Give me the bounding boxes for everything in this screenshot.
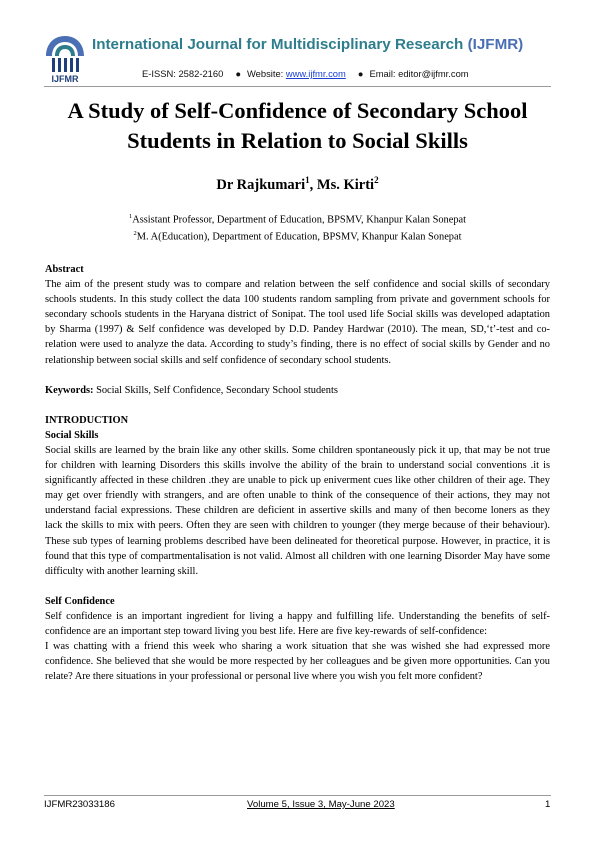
self-confidence-paragraph-1: Self confidence is an important ingredient for living a happy and fulfilling life. Understanding the benefits of self-confidence are an important step toward living you best life. Here are five key-rewards of self-confidence: (45, 610, 550, 637)
social-skills-heading: Social Skills (45, 429, 99, 441)
eissn: E-ISSN: 2582-2160 (142, 68, 224, 79)
bullet-icon: ● (235, 68, 241, 79)
footer-page-number: 1 (545, 799, 551, 810)
affiliation-1-text: Assistant Professor, Department of Education, BPSMV, Khanpur Kalan Sonepat (132, 214, 467, 226)
affiliation-2-text: M. A(Education), Department of Education, BPSMV, Khanpur Kalan Sonepat (136, 231, 462, 243)
affiliation-2 (44, 230, 551, 242)
footer-divider (44, 795, 551, 796)
self-confidence-heading: Self Confidence (45, 595, 115, 607)
journal-logo (44, 32, 86, 84)
footer-volume: Volume 5, Issue 3, May-June 2023 (247, 799, 395, 810)
affiliation-2-sup: 2 (133, 230, 137, 237)
website-label: Website: (246, 68, 286, 79)
author-2-sup: 2 (374, 175, 379, 185)
journal-abbr: (IJFMR) (467, 36, 524, 53)
keywords-label: Keywords: (45, 384, 94, 396)
self-confidence-paragraph-2: I was chatting with a friend this week who sharing a work situation that she was wished she had expressed more confidence. She believed that she would be more respected by her colleagues and be given more opportunities. Can you relate? Are there situations in your professional or personal live where you wish you felt more confident? (45, 641, 550, 683)
author-1-sup: 1 (305, 175, 310, 185)
footer-paper-id: IJFMR23033186 (44, 799, 115, 810)
author-sep: , (309, 176, 317, 193)
header-divider (44, 86, 551, 87)
journal-contact (142, 68, 469, 79)
authors (44, 175, 551, 194)
affiliation-1 (44, 213, 551, 225)
author-1: Dr Rajkumari (216, 176, 306, 193)
abstract-heading: Abstract (45, 264, 84, 275)
author-2: Ms. Kirti (316, 176, 375, 193)
title-line-1: A Study of Self-Confidence of Secondary School (67, 98, 528, 123)
journal-header (44, 30, 551, 86)
email: Email: editor@ijfmr.com (369, 68, 469, 79)
introduction-heading: INTRODUCTION (45, 414, 129, 426)
svg-text:IJFMR: IJFMR (51, 74, 79, 84)
journal-name-text: International Journal for Multidisciplinary Research (92, 36, 468, 53)
keywords (45, 383, 550, 398)
keywords-text: Social Skills, Self Confidence, Secondary School students (93, 384, 338, 396)
social-skills-paragraph: Social skills are learned by the brain like any other skills. Some children spontaneously pick it up, that may be not true for children with learning Disorders this skills involve the ability of the brain to understand social conventions .it is significantly affected in these children .they are unable to pick up eniverment cues like other children of their age. They may get over friendly with strangers, and are often unable to think of the consequence of their actions, they may not understand facial expressions. These children are deficient in assertive skills and many of then become loners as they lack the skills to mix with peers. Often they are seen with children to younger (they merge because of their behaviour). These sub types of learning problems described have been delineated for theoretical purpose. However, in practice, it is found that this type of compartmentalisation is not valid. Almost all children with one learning Disorder May have some difficulty with another learning skill. (45, 444, 550, 577)
title-line-2: Students in Relation to Social Skills (127, 128, 468, 153)
website-link[interactable]: www.ijfmr.com (285, 68, 346, 79)
journal-name (92, 36, 552, 53)
bullet-icon: ● (357, 68, 364, 79)
paper-title (44, 96, 551, 156)
paper-body (45, 262, 550, 684)
abstract-text: The aim of the present study was to compare and relation between the self confidence and social skills of secondary schools students. In this study collect the data 100 students random sampling from private and government schools for secondary schools students in the Haryana district of Sonipat. The tool used life Social skills was developed adaptation by Sharma (1997) & Self confidence was developed by D.D. Pandey Hardwar (2010). The mean, SD,‘t’-test and co-relation were used to analyze the data. According to study’s finding, there is no effect of social skills by Gender and no relationship between social skills and self confidence of secondary school students. (45, 279, 550, 366)
affiliation-1-sup: 1 (128, 213, 133, 220)
